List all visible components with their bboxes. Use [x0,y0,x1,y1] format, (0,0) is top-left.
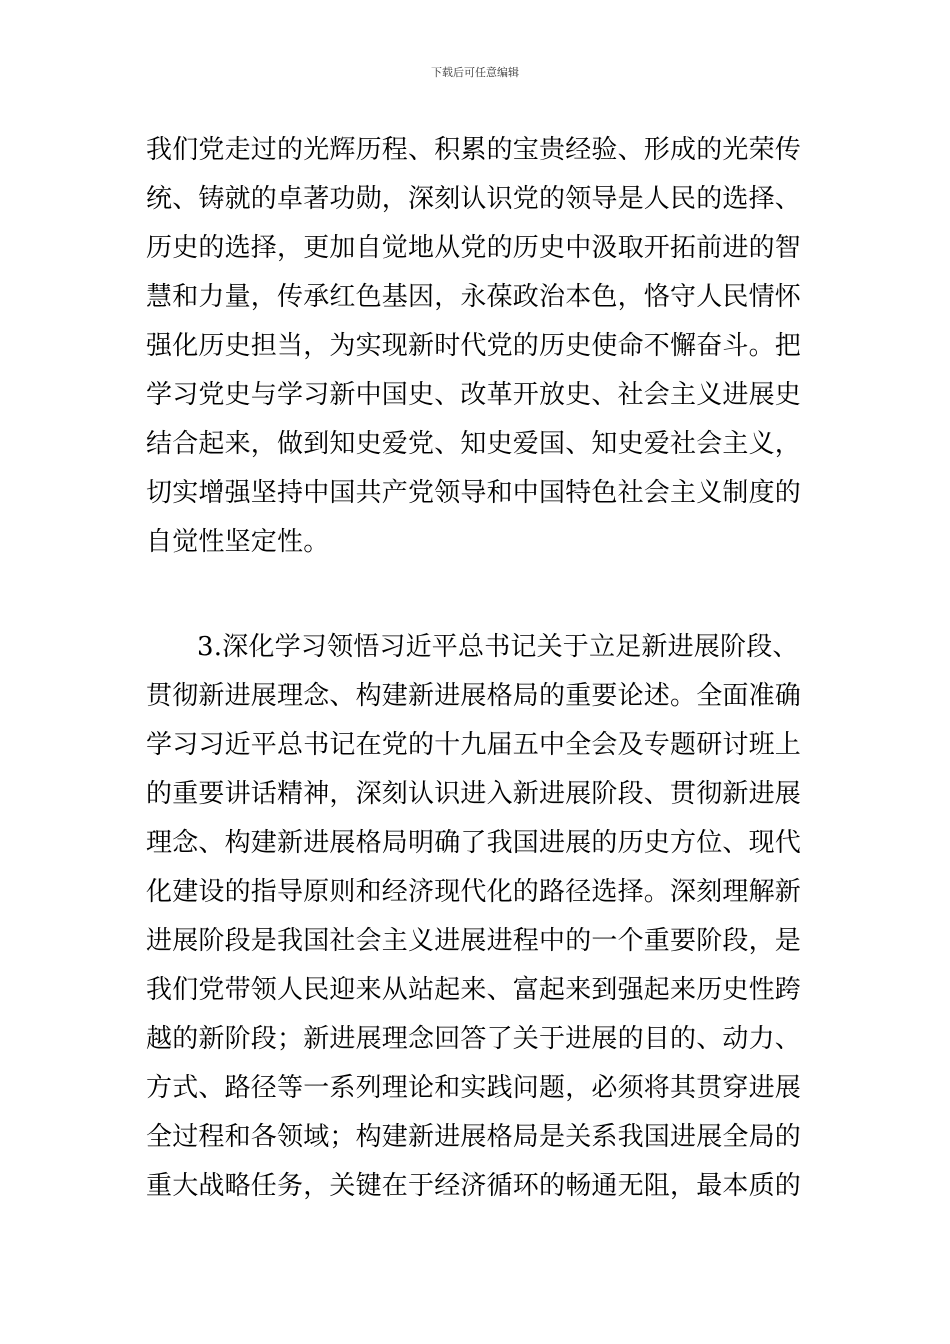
text-line: 自觉性坚定性。 [146,527,330,557]
text-line: 学习党史与学习新中国史、改革开放史、社会主义进展史 [146,380,802,410]
text-line: 理念、构建新进展格局明确了我国进展的历史方位、现代 [146,828,802,858]
text-line: 统、铸就的卓著功勋，深刻认识党的领导是人民的选择、 [146,184,802,214]
text-line: 越的新阶段；新进展理念回答了关于进展的目的、动力、 [146,1024,802,1054]
text-line: 慧和力量，传承红色基因，永葆政治本色，恪守人民情怀 [146,282,802,312]
text-line: 学习习近平总书记在党的十九届五中全会及专题研讨班上 [146,730,802,760]
text-line: 我们党带领人民迎来从站起来、富起来到强起来历史性跨 [146,975,802,1005]
page-header-note: 下载后可任意编辑 [431,66,519,79]
text-line: 3.深化学习领悟习近平总书记关于立足新进展阶段、 [197,632,799,662]
text-line: 强化历史担当，为实现新时代党的历史使命不懈奋斗。把 [146,331,802,361]
text-line: 历史的选择，更加自觉地从党的历史中汲取开拓前进的智 [146,233,802,263]
text-line: 结合起来，做到知史爱党、知史爱国、知史爱社会主义， [146,429,802,459]
text-line: 方式、路径等一系列理论和实践问题，必须将其贯穿进展 [146,1073,802,1103]
text-line: 的重要讲话精神，深刻认识进入新进展阶段、贯彻新进展 [146,779,802,809]
text-line: 我们党走过的光辉历程、积累的宝贵经验、形成的光荣传 [146,135,802,165]
text-line: 进展阶段是我国社会主义进展进程中的一个重要阶段，是 [146,926,802,956]
text-line: 化建设的指导原则和经济现代化的路径选择。深刻理解新 [146,877,802,907]
text-line: 切实增强坚持中国共产党领导和中国特色社会主义制度的 [146,478,802,508]
text-line: 重大战略任务，关键在于经济循环的畅通无阻，最本质的 [146,1171,802,1201]
text-line: 贯彻新进展理念、构建新进展格局的重要论述。全面准确 [146,681,802,711]
text-line: 全过程和各领域；构建新进展格局是关系我国进展全局的 [146,1122,802,1152]
